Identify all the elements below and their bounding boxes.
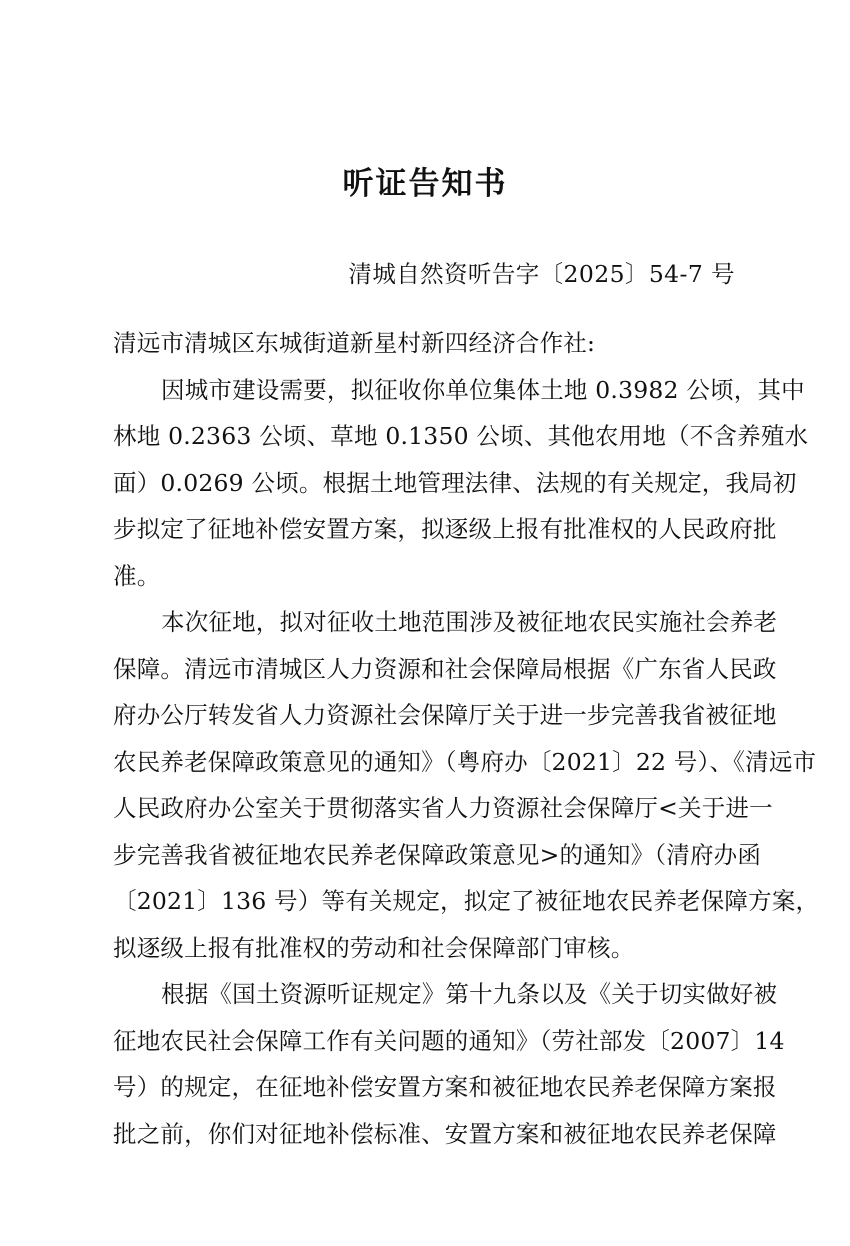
paragraph-line: 人民政府办公室关于贯彻落实省人力资源社会保障厅<关于进一: [113, 794, 773, 822]
page-title: 听证告知书: [342, 166, 508, 202]
paragraph-line: 根据《国土资源听证规定》第十九条以及《关于切实做好被: [161, 980, 778, 1008]
addressee-line: 清远市清城区东城街道新星村新四经济合作社:: [113, 329, 596, 357]
paragraph-line: 府办公厅转发省人力资源社会保障厅关于进一步完善我省被征地: [113, 701, 777, 729]
paragraph-line: 步拟定了征地补偿安置方案，拟逐级上报有批准权的人民政府批: [113, 515, 777, 543]
paragraph-line: 征地农民社会保障工作有关问题的通知》（劳社部发〔2007〕14: [113, 1026, 785, 1055]
paragraph-line: 本次征地，拟对征收土地范围涉及被征地农民实施社会养老: [161, 608, 778, 636]
paragraph-hearing-rights: [113, 971, 785, 1157]
document-body: [113, 320, 820, 1157]
paragraph-line: 号）的规定，在征地补偿安置方案和被征地农民养老保障方案报: [113, 1073, 777, 1101]
paragraph-social-pension: [113, 599, 820, 971]
paragraph-line: 农民养老保障政策意见的通知》（粤府办〔2021〕22 号）、《清远市: [113, 747, 817, 776]
paragraph-line: 步完善我省被征地农民养老保障政策意见>的通知》（清府办函: [113, 840, 762, 869]
paragraph-line: 批之前，你们对征地补偿标准、安置方案和被征地农民养老保障: [113, 1119, 777, 1148]
document-serial-number: 清城自然资听告字〔2025〕54-7 号: [348, 260, 735, 288]
paragraph-line: 拟逐级上报有批准权的劳动和社会保障部门审核。: [113, 933, 635, 962]
paragraph-line: 林地 0.2363 公顷、草地 0.1350 公顷、其他农用地（不含养殖水: [113, 422, 809, 450]
paragraph-line: 准。: [113, 561, 161, 590]
paragraph-line: 面）0.0269 公顷。根据土地管理法律、法规的有关规定，我局初: [113, 468, 797, 497]
paragraph-land-acquisition: [113, 367, 809, 600]
paragraph-line: 〔2021〕136 号）等有关规定，拟定了被征地农民养老保障方案，: [113, 887, 820, 915]
paragraph-line: 因城市建设需要，拟征收你单位集体土地 0.3982 公顷，其中: [161, 375, 805, 404]
paragraph-line: 保障。清远市清城区人力资源和社会保障局根据《广东省人民政: [113, 654, 777, 683]
